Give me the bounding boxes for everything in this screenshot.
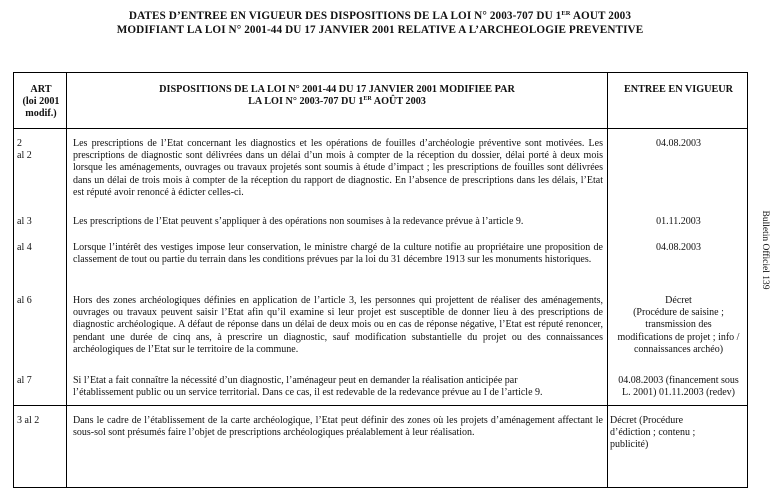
title-line-1: DATES D’ENTREE EN VIGUEUR DES DISPOSITIONS DE LA LOI N° 2003-707 DU 1ER AOUT 2003 [128,10,632,22]
row-effective-al3: 01.11.2003 [656,216,701,227]
row-divider [14,405,747,406]
header-divider [14,128,747,129]
row-effective-al7: 04.08.2003 (financement sous L. 2001) 01.11.2003 (redev) [618,375,739,399]
row-art-3-al2: 3 al 2 [17,415,40,426]
row-art-al6: al 6 [17,295,32,306]
row-effective-al6: Décret (Procédure de saisine ; transmission des modifications de projet ; info / connaissances archéo) [617,295,740,355]
document-title [60,9,700,37]
row-effective-al4: 04.08.2003 [656,242,701,253]
column-divider-2 [607,73,608,487]
row-effective-2-al2: 04.08.2003 [656,138,701,149]
row-effective-3-al2: Décret (Procédure d’édiction ; contenu ; publicité) [610,415,696,451]
row-text-3-al2: Dans le cadre de l’établissement de la carte archéologique, l’Etat peut définir des zones où les projets d’aménagement affectant le sous-sol sont présumés faire l’objet de prescriptions archéologiques préalablement à leur réalisation. [73,415,603,439]
row-art-al4: al 4 [17,242,32,253]
header-dispositions: DISPOSITIONS DE LA LOI N° 2001-44 DU 17 JANVIER 2001 MODIFIEE PAR LA LOI N° 2003-707 DU 1ER AOÛT 2003 [159,84,515,107]
row-art-2: 2 al 2 [17,138,32,162]
header-art: ART (loi 2001 modif.) [22,84,60,119]
column-divider-1 [66,73,67,487]
row-text-al6: Hors des zones archéologiques définies en application de l’article 3, les personnes qui projettent de réaliser des aménagements, ouvrages ou travaux peuvent saisir l’Etat afin qu’il examine si leur projet est susceptible de donner lieu à des prescriptions de diagnostic archéologique. A défaut de réponse dans un délai de deux mois ou en cas de réponse négative, l’Etat est réputé renoncer, pendant une durée de cinq ans, à prescrire un diagnostic, sauf modification substantielle du projet ou des connaissances archéologiques de l’Etat sur le territoire de la commune. [73,295,603,355]
row-text-2-al2: Les prescriptions de l’Etat concernant les diagnostics et les opérations de fouilles d’archéologie préventive sont motivées. Les prescriptions de diagnostic sont délivrées dans un délai d’un mois à compter de la réception du dossier, délai porté à deux mois lorsque les aménagements, ouvrages ou travaux projetés sont soumis à étude d’impact ; les prescriptions de fouilles sont délivrées dans un délai de trois mois à compter de la réception du rapport de diagnostic. En l’absence de prescriptions dans les délais, l’Etat est réputé avoir renoncé à édicter celles-ci. [73,138,603,198]
row-art-al3: al 3 [17,216,32,227]
row-text-al3: Les prescriptions de l’Etat peuvent s’appliquer à des opérations non soumises à la redevance prévue à l’article 9. [73,216,524,227]
title-line-2: MODIFIANT LA LOI N° 2001-44 DU 17 JANVIER 2001 RELATIVE A L’ARCHEOLOGIE PREVENTIVE [116,24,644,36]
header-effective: ENTREE EN VIGUEUR [623,84,734,95]
side-margin-label: Bulletin Officiel 139 [760,210,770,290]
row-text-al4: Lorsque l’intérêt des vestiges impose leur conservation, le ministre chargé de la culture notifie au propriétaire une proposition de classement de tout ou partie du terrain dans les conditions prévues par la loi du 31 décembre 1913 sur les monuments historiques. [73,242,603,266]
row-text-al7: Si l’Etat a fait connaître la nécessité d’un diagnostic, l’aménageur peut en demander la réalisation anticipée par l’établissement public ou un service territorial. Dans ce cas, il est redevable de la redevance prévue au I de l’article 9. [73,375,543,399]
row-art-al7: al 7 [17,375,32,386]
provisions-table [13,72,748,488]
